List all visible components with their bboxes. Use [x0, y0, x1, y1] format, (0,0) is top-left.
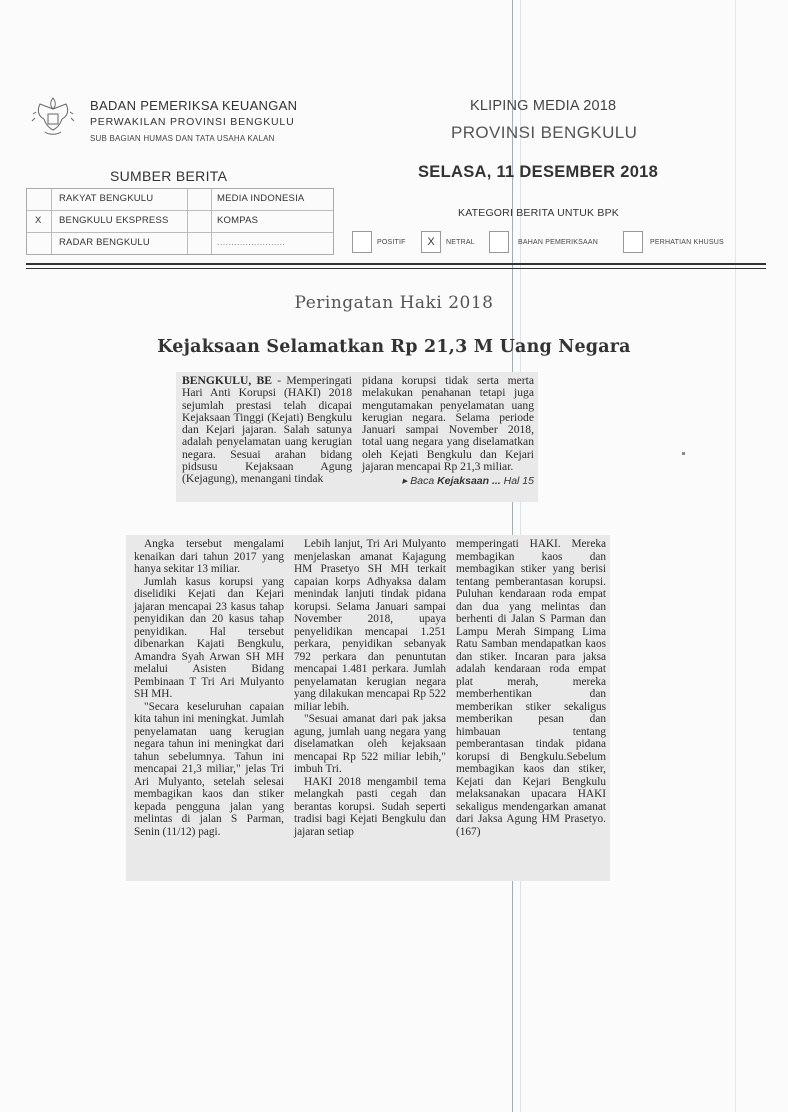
kliping-title: KLIPING MEDIA 2018 [470, 98, 617, 114]
lead-column-2 [362, 375, 534, 488]
kategori-checkbox-netral: X [421, 231, 441, 253]
baca-page: Hal 15 [500, 475, 534, 488]
body-column-2 [294, 538, 446, 838]
kategori-label-positif: POSITIF [377, 239, 406, 246]
kategori-label-netral: NETRAL [446, 239, 475, 246]
source-other-blank: ........................ [217, 237, 286, 248]
lead-text-2: pidana korupsi tidak serta merta melakukan penahanan tetapi juga mengutamakan penyelamatan uang kerugian negara. Selama periode Januari sampai November 2018, total uang negara yang diselamatkan oleh Kejati Bengkulu dan Kejari jajaran mencapai Rp 21,3 miliar. [362, 374, 534, 474]
lead-dateline: BENGKULU, BE [182, 374, 272, 387]
date-title: SELASA, 11 DESEMBER 2018 [418, 163, 659, 181]
article-kicker: Peringatan Haki 2018 [294, 293, 494, 313]
baca-prefix: Baca [410, 475, 438, 488]
source-media-indonesia: MEDIA INDONESIA [217, 193, 305, 204]
org-branch: PERWAKILAN PROVINSI BENGKULU [90, 116, 295, 128]
body-column-1 [134, 538, 284, 838]
org-unit: SUB BAGIAN HUMAS DAN TATA USAHA KALAN [90, 134, 275, 143]
body-paragraph: memperingati HAKI. Mereka membagikan kaos dan membagikan stiker yang berisi tentang pemberantasan korupsi. Puluhan kendaraan roda empat dan dua yang melintas dan berhenti di Jalan S Parman dan Lampu Merah Simpang Lima Ratu Samban mendapatkan kaos dan stiker. Incaran para jaksa adalah kendaraan roda empat plat merah, mereka memberhentikan dan memberikan stiker sekaligus memberikan pesan dan himbauan tentang pemberantasan tindak pidana korupsi di Bengkulu.Sebelum membagikan kaos dan stiker, Kejati dan Kejari Bengkulu melaksanakan upacara HAKI sekaligus mendengarkan amanat dari Jaksa Agung HM Prasetyo. (167) [456, 538, 606, 838]
kategori-checkbox-positif [352, 231, 372, 253]
kategori-checkbox-bahan-pemeriksaan [489, 231, 509, 253]
sumber-table [26, 188, 334, 255]
sumber-title: SUMBER BERITA [110, 168, 228, 184]
body-paragraph: "Secara keseluruhan capaian kita tahun ini meningkat. Jumlah penyelamatan uang kerugian negara tahun ini meningkat dari tahun sebelumnya. Tahun ini mencapai 21,3 miliar," jelas Tri Ari Mulyanto, setelah selesai membagikan kaos dan stiker kepada pengguna jalan yang melintas di jalan S Parman, Senin (11/12) pagi. [134, 700, 284, 838]
body-paragraph: HAKI 2018 mengambil tema melangkah pasti cegah dan berantas korupsi. Sudah seperti tradisi bagi Kejati Bengkulu dan jajaran setiap [294, 775, 446, 838]
scan-crease-line [735, 0, 736, 1112]
divider-rule [26, 268, 766, 269]
scan-speck [682, 452, 685, 455]
kategori-title: KATEGORI BERITA UNTUK BPK [458, 207, 619, 219]
source-mark: X [35, 215, 42, 226]
org-name: BADAN PEMERIKSA KEUANGAN [90, 98, 298, 113]
article-headline: Kejaksaan Selamatkan Rp 21,3 M Uang Negara [157, 337, 631, 357]
body-paragraph: Angka tersebut mengalami kenaikan dari tahun 2017 yang hanya sekitar 13 miliar. [134, 538, 284, 575]
baca-link: Kejaksaan ... [437, 475, 501, 488]
body-paragraph: Lebih lanjut, Tri Ari Mulyanto menjelaskan amanat Kajagung HM Prasetyo SH MH terkait capaian korps Adhyaksa dalam menindak lanjuti tindak pidana korupsi. Selama Januari sampai November 2018, upaya penyelidikan mencapai 1.251 perkara, penyidikan sebanyak 792 perkara dan penuntutan mencapai 1.481 perkara. Jumlah penyelamatan kerugian negara yang dilakukan mencapai Rp 522 miliar lebih. [294, 538, 446, 713]
source-kompas: KOMPAS [217, 215, 259, 226]
body-paragraph: Jumlah kasus korupsi yang diselidiki Kejati dan Kejari jajaran mencapai 23 kasus tahap penyidikan dan 20 kasus tahap penyidikan. Hal tersebut dibenarkan Kajati Bengkulu, Amandra Syah Arwan SH MH melalui Asisten Bidang Pembinaan T Tri Ari Mulyanto SH MH. [134, 575, 284, 700]
garuda-emblem-icon [30, 92, 76, 142]
divider-rule [26, 263, 766, 265]
source-bengkulu-ekspress: BENGKULU EKSPRESS [59, 215, 169, 226]
body-column-3 [456, 538, 606, 838]
source-rakyat-bengkulu: RAKYAT BENGKULU [59, 193, 154, 204]
kategori-checkbox-perhatian-khusus [623, 231, 643, 253]
body-paragraph: "Sesuai amanat dari pak jaksa agung, jumlah uang negara yang diselamatkan oleh kejaksaan mencapai Rp 522 miliar lebih," imbuh Tri. [294, 713, 446, 775]
lead-column-1 [182, 375, 352, 486]
kategori-label-bahan-pemeriksaan: BAHAN PEMERIKSAAN [518, 239, 599, 246]
baca-continuation: ▸ Baca Kejaksaan ... Hal 15 [402, 475, 534, 488]
source-radar-bengkulu: RADAR BENGKULU [59, 237, 150, 248]
province-title: PROVINSI BENGKULU [451, 123, 638, 142]
lead-text-1: - Memperingati Hari Anti Korupsi (HAKI) 2018 sejumlah prestasi telah dicapai Kejaksaan Tinggi (Kejati) Bengkulu dan Kejari jajaran. Salah satunya adalah penyelamatan uang kerugian negara. Sesuai arahan bidang pidsusu Kejaksaan Agung (Kejagung), menangani tindak [182, 374, 352, 486]
kategori-label-perhatian-khusus: PERHATIAN KHUSUS [650, 239, 724, 246]
